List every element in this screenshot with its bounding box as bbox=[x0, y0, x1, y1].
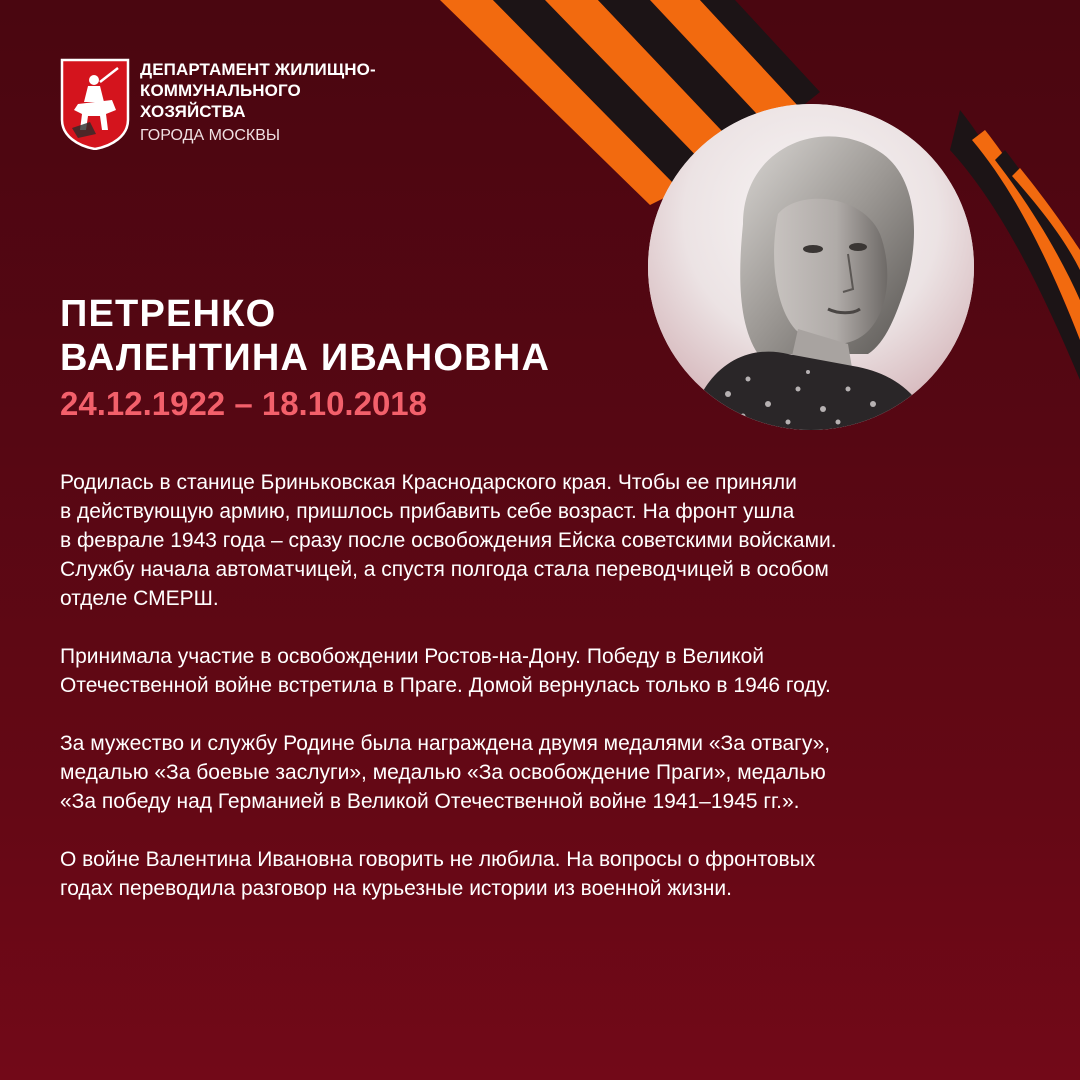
biography bbox=[60, 468, 1030, 932]
bio-line: отделе СМЕРШ. bbox=[60, 587, 219, 610]
department-line-2: КОММУНАЛЬНОГО bbox=[140, 81, 301, 100]
bio-line: Родилась в станице Бриньковская Краснодарского края. Чтобы ее приняли bbox=[60, 471, 797, 494]
department-line-1: ДЕПАРТАМЕНТ ЖИЛИЩНО- bbox=[140, 60, 376, 79]
bio-line: О войне Валентина Ивановна говорить не любила. На вопросы о фронтовых bbox=[60, 848, 816, 871]
person-surname: ПЕТРЕНКО bbox=[60, 293, 277, 335]
person-name bbox=[60, 292, 550, 380]
bio-paragraph-3 bbox=[60, 729, 1030, 816]
bio-paragraph-4 bbox=[60, 845, 1030, 903]
department-city: ГОРОДА МОСКВЫ bbox=[140, 127, 281, 144]
portrait-photo bbox=[648, 104, 974, 430]
bio-line: Службу начала автоматчицей, а спустя полгода стала переводчицей в особом bbox=[60, 558, 829, 581]
moscow-coat-of-arms-icon bbox=[60, 58, 130, 150]
bio-line: годах переводила разговор на курьезные истории из военной жизни. bbox=[60, 877, 732, 900]
bio-paragraph-1 bbox=[60, 468, 1030, 613]
bio-line: За мужество и службу Родине была награждена двумя медалями «За отвагу», bbox=[60, 732, 831, 755]
bio-line: в феврале 1943 года – сразу после освобождения Ейска советскими войсками. bbox=[60, 529, 837, 552]
department-line-3: ХОЗЯЙСТВА bbox=[140, 102, 246, 121]
department-header bbox=[60, 58, 376, 150]
bio-line: медалью «За боевые заслуги», медалью «За освобождение Праги», медалью bbox=[60, 761, 826, 784]
bio-line: Отечественной войне встретила в Праге. Домой вернулась только в 1946 году. bbox=[60, 674, 831, 697]
portrait-photo-icon bbox=[648, 104, 974, 430]
department-name bbox=[140, 58, 376, 146]
bio-paragraph-2 bbox=[60, 642, 1030, 700]
bio-line: в действующую армию, пришлось прибавить себе возраст. На фронт ушла bbox=[60, 500, 795, 523]
bio-line: «За победу над Германией в Великой Отечественной войне 1941–1945 гг.». bbox=[60, 790, 800, 813]
bio-line: Принимала участие в освобождении Ростов-на-Дону. Победу в Великой bbox=[60, 645, 765, 668]
person-given-names: ВАЛЕНТИНА ИВАНОВНА bbox=[60, 337, 551, 379]
life-dates: 24.12.1922 – 18.10.2018 bbox=[60, 385, 428, 422]
